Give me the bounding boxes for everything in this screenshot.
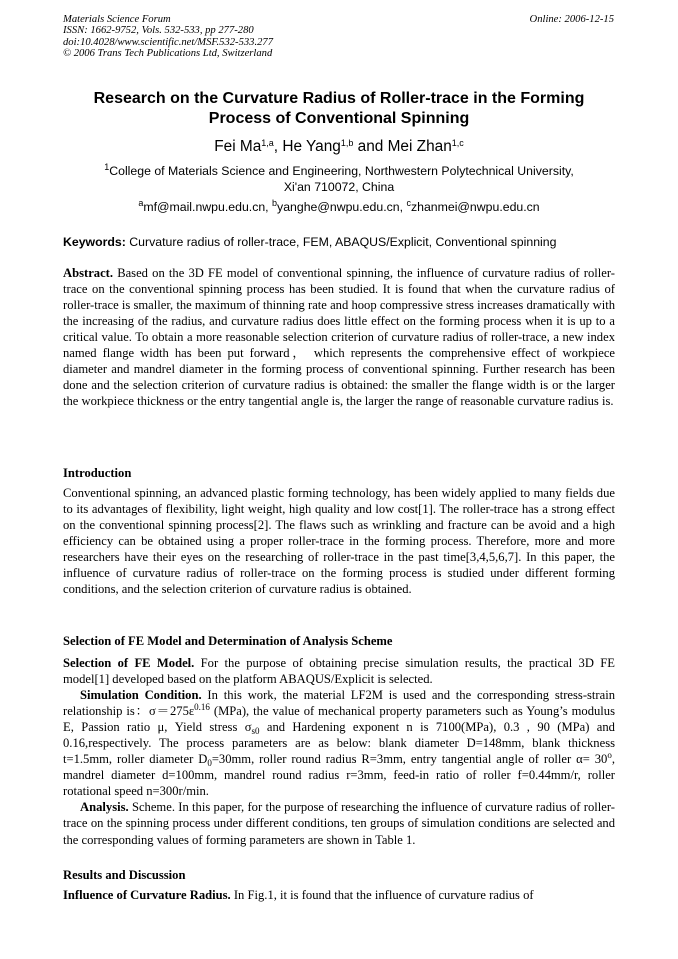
email-mark: a [138,198,144,208]
fe-model-paragraph [63,655,615,687]
email-link[interactable]: yanghe@nwpu.edu.cn, [277,200,407,214]
abstract-paragraph [63,265,615,409]
simulation-text: =30mm, roller round radius R=3mm, entry tangential angle of roller α= 30 [211,752,608,767]
curvature-influence-label: Influence of Curvature Radius. [63,888,231,902]
introduction-section [63,485,615,597]
yield-stress-subscript: s0 [251,726,260,737]
email-mark: c [406,198,411,208]
author-separator: , [273,138,283,155]
author-name: Fei Ma [214,138,262,155]
fe-model-label: Selection of FE Model. [63,656,195,670]
author-affiliation-mark: 1,c [451,138,464,148]
results-text: In Fig.1, it is found that the influence of curvature radius of [230,888,534,902]
author-affiliation-mark: 1,a [261,138,274,148]
simulation-condition-label: Simulation Condition. [80,688,202,703]
journal-header [63,14,273,59]
author-list [40,137,638,157]
email-link[interactable]: mf@mail.nwpu.edu.cn, [143,200,273,214]
simulation-condition-paragraph [63,687,615,799]
roller-diameter-subscript: 0 [207,758,212,769]
journal-name: Materials Science Forum [63,14,171,25]
author-name: Mei Zhan [387,138,452,155]
keywords-text: Curvature radius of roller-trace, FEM, ABAQUS/Explicit, Conventional spinning [125,235,557,249]
copyright-line: © 2006 Trans Tech Publications Ltd, Switzerland [63,47,273,59]
results-section [63,887,615,903]
online-date: Online: 2006-12-15 [529,14,614,25]
author-emails [40,200,638,215]
author-affiliation-mark: 1,b [340,138,354,148]
keywords-label: Keywords: [63,235,126,249]
affiliation [40,164,638,195]
abstract [63,265,615,409]
simulation-text: (MPa), the value of mechanical property parameters such as Young’s modulus E, Passion ratio μ, Yield stress σ [63,704,615,735]
author-name: He Yang [282,138,341,155]
fe-model-text: For the purpose of obtaining precise simulation results, the practical 3D FE model[1] developed based on the platform ABAQUS/Explicit is selected. [63,656,615,687]
results-paragraph [63,887,615,903]
abstract-text: Based on the 3D FE model of conventional spinning, the influence of curvature radius of roller-trace on the conventional spinning process has been studied. It is found that when the curvature radius of roller-trace is smaller, the maximum of thinning rate and hoop compressive stress increases dramatically with the increasing of the radius, and curvature radius does little effect on the forming process when it is up to a critical value. To obtain a more reasonable selection criterion of curvature radius of roller-trace, a new index named flange width has been put forward， which represents the comprehensive effect of workpiece diameter and mandrel diameter in the forming process of conventional spinning. Further research has been done and the selection criterion of curvature radius is obtained: the smaller the flange width is or the larger the workpiece thickness or the entry tangential angle is, the larger the range of reasonable curvature radius is. [63,266,615,409]
strain-exponent: 0.16 [194,702,210,713]
email-mark: b [272,198,278,208]
introduction-heading: Introduction [63,466,132,480]
selection-section [63,655,615,848]
title-line-1: Research on the Curvature Radius of Roller-trace in the Forming [93,90,585,107]
simulation-text: and Hardening exponent n is 7100(MPa), 0.3 , 90 (MPa) and 0.16,respectively. The process parameters are as below: blank diameter D=148mm, blank thickness t=1.5mm, roller diameter D [63,720,615,767]
analysis-paragraph [63,799,615,847]
analysis-text: Scheme. In this paper, for the purpose of researching the influence of curvature radius of roller-trace on the spinning process under different conditions, ten groups of simulation conditions are selected and the corresponding values of forming parameters are shown in Table 1. [63,800,615,847]
doi-line[interactable]: doi:10.4028/www.scientific.net/MSF.532-533.277 [63,36,273,48]
affiliation-line-2: Xi'an 710072, China [283,179,395,194]
simulation-text: In this work, the material LF2M is used and the corresponding stress-strain relationship is：σ＝275ε [63,688,615,719]
author-separator: and [353,138,388,155]
issn-line: ISSN: 1662-9752, Vols. 532-533, pp 277-280 [63,25,254,37]
abstract-label: Abstract. [63,266,114,280]
keywords [63,235,615,250]
selection-heading: Selection of FE Model and Determination of Analysis Scheme [63,634,393,648]
analysis-label: Analysis. [80,800,129,815]
simulation-text: , mandrel diameter d=100mm, mandrel round radius r=3mm, feed-in ratio of roller f=0.44mm/r, roller rotational speed n=300r/min. [63,752,615,799]
email-link[interactable]: zhanmei@nwpu.edu.cn [410,200,540,214]
results-heading: Results and Discussion [63,868,186,882]
affiliation-mark: 1 [104,162,110,172]
degree-mark: o [607,750,612,761]
title-line-2: Process of Conventional Spinning [208,109,470,127]
affiliation-text: College of Materials Science and Engineering, Northwestern Polytechnical University, [109,164,574,178]
paper-title [40,89,638,128]
affiliation-line-1 [40,164,638,180]
introduction-paragraph: Conventional spinning, an advanced plastic forming technology, has been widely applied to many fields due to its advantages of flexibility, light weight, high quality and low cost[1]. The roller-trace has a strong effect on the conventional spinning process[2]. The flaws such as wrinkling and fracture can be avoid and a high efficiency can be obtained using a proper roller-trace in the forming process. Therefore, more and more researchers have their eyes on the researching of roller-trace in the past time[3,4,5,6,7]. In this paper, the influence of curvature radius of roller-trace on the forming process is studied under different forming conditions, and the selection criterion of curvature radius is obtained. [63,486,615,597]
